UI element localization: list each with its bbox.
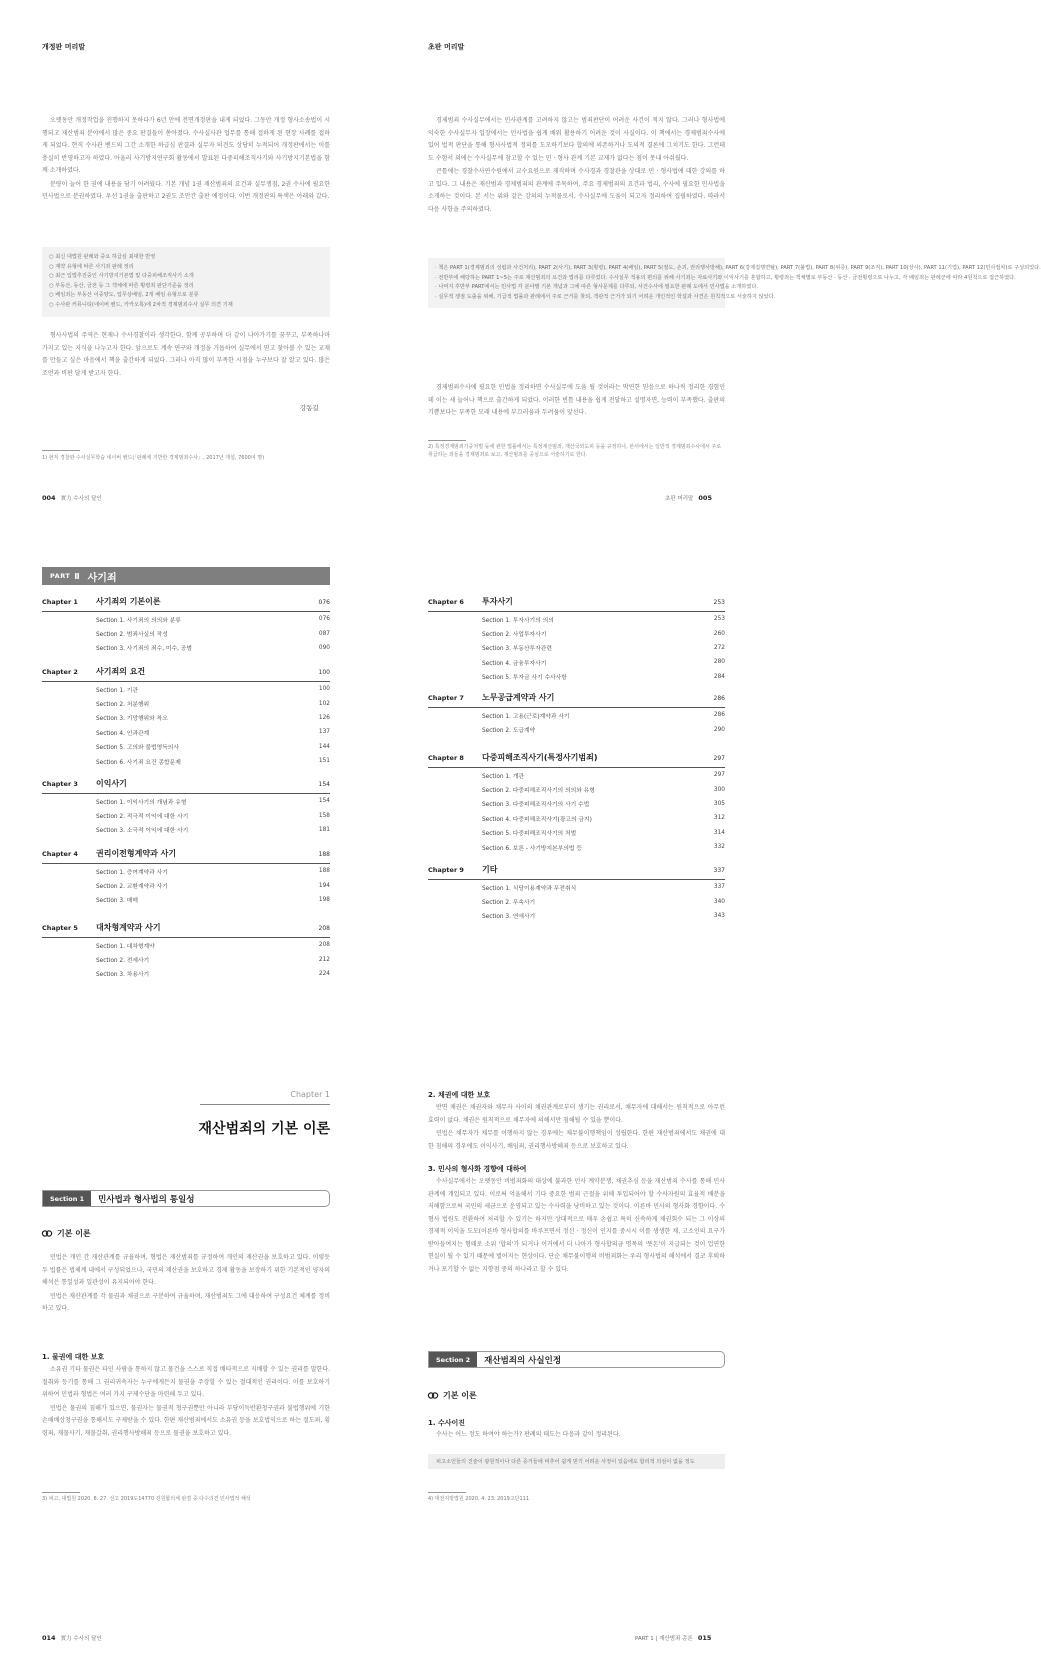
subsection-title: 1. 물권에 대한 보호 bbox=[42, 1353, 105, 1361]
toc-section-title: Section 3. 소극적 이익에 대한 사기 bbox=[96, 828, 189, 835]
toc-section-title: Section 2. 교환계약과 사기 bbox=[96, 884, 168, 891]
toc-chapter-title: 기타 bbox=[482, 865, 498, 874]
toc-section-page: 260 bbox=[713, 630, 725, 637]
toc-section-title: Section 6. 보론 - 사기방지본부의법 등 bbox=[482, 845, 582, 852]
toc-section-row[interactable] bbox=[428, 626, 725, 640]
toc-section-title: Section 1. 사기죄의 의의와 분류 bbox=[96, 617, 181, 624]
subsection-title: 1. 수사이진 bbox=[428, 1419, 466, 1427]
page-number bbox=[42, 1634, 102, 1642]
subsection-body bbox=[428, 1429, 725, 1443]
paragraph: 오랫동안 개정작업을 진행하지 못하다가 6년 만에 전면개정판을 내게 되었다. 그동안 개정 형사소송법이 시행되고 재산범죄 분야에서 많은 중요 판결들이 쏟아졌다. 수사실사관 업무를 통해 접하게 된 현장 사례를 접하게 되었다. 현직 수사관 밴드의 그간 소개한 하급심 판결과 실무자 의견도 상당히 누적되어 개정판에서는 이를 충실히 반영하고자 하였다. 아울러 사기방지연구회 활동에서 발표된 다중피해조직사기와 사기방지기본법을 함께 소개하였다. bbox=[42, 117, 330, 174]
basic-theory-heading bbox=[42, 1228, 91, 1239]
preface-body bbox=[428, 115, 725, 217]
chapter-title: 재산범죄의 기본 이론 bbox=[198, 1121, 330, 1137]
section-banner bbox=[42, 1190, 330, 1207]
toc-section-row[interactable] bbox=[42, 864, 330, 878]
footnote: 3) 피고, 대법원 2020. 8. 27. 선고 2019도14770 전원합의체 판결 중 다수의견 민사법적 해석 bbox=[42, 1496, 251, 1502]
toc-chapter-title: 사기죄의 요건 bbox=[96, 667, 146, 676]
toc-section-row[interactable] bbox=[42, 682, 330, 696]
toc-section-title: Section 2. 무속사기 bbox=[482, 900, 536, 907]
toc-section-page: 158 bbox=[318, 812, 330, 819]
part-label: PART bbox=[50, 572, 71, 580]
paragraph: 민법은 채무자가 채무를 이행하지 않는 경우에는 채무불이행책임이 성립한다. 한편 재산범죄에서도 채권에 대한 침해의 경우에도 이익사기, 배임죄, 권리행사방해죄 등으로 보호하고 있다. bbox=[428, 1130, 725, 1150]
list-item: · 실무적 쟁점 도출을 위해, 기급적 법률과 판례에서 주로 근거를 찾되, 객관적 근거가 되기 어려운 개인적인 학설과 사견은 원칙적으로 서술하지 않았다. bbox=[435, 293, 718, 303]
paragraph: 분량이 늘어 한 권에 내용을 담기 어려웠다. 기본 개념 1권 재산범죄의 요건과 실무쟁점, 2권 수사에 필요한 민사법으로 분권하였다. 우선 1권을 출판하고 2권도 조만간 출판 예정이다. 이번 개정판의 특색은 아래와 같다. bbox=[42, 180, 330, 200]
structure-box bbox=[428, 258, 1041, 308]
toc-chapter bbox=[428, 692, 725, 737]
toc-chapter-number: Chapter 3 bbox=[42, 780, 78, 788]
toc-section-row[interactable] bbox=[428, 894, 725, 908]
toc-chapter bbox=[42, 922, 330, 981]
toc-section-row[interactable] bbox=[428, 655, 725, 669]
toc-chapter-page: 154 bbox=[318, 781, 330, 788]
toc-section-title: Section 1. 기관 bbox=[96, 687, 138, 694]
toc-chapter-row[interactable] bbox=[42, 666, 330, 682]
toc-section-title: Section 2. 사업투자사기 bbox=[482, 632, 547, 639]
toc-section-page: 284 bbox=[713, 673, 725, 680]
paragraph: 큰틀에는 경찰수사연수원에서 교수요원으로 재직하며 수사경과 경찰관을 상대로 민 · 형사법에 대한 강의를 하고 있다. 그 내용은 재산범과 경제범죄의 관계에 주목하여, 주요 경제범죄의 요건과 법리, 수사에 필요한 민사법을 소개하는 것이다. 본 서는 위와 같은 강의의 누적물로서, 수사실무에 도움이 되고자 정리하여 집필하였다. 따라서 다음 사항을 주의하였다. bbox=[428, 168, 725, 213]
toc-section-row[interactable] bbox=[42, 878, 330, 892]
toc-section-title: Section 1. 식당이용계약과 무전취식 bbox=[482, 885, 577, 892]
toc-section-page: 087 bbox=[318, 630, 330, 637]
toc-chapter-page: 337 bbox=[713, 867, 725, 874]
theory-icon bbox=[42, 1229, 52, 1238]
book-title-label: 實力 수사의 달인 bbox=[60, 1636, 102, 1642]
paragraph: 수사는 어느 정도 하여야 하는가? 판례의 태도는 다음과 같이 정리된다. bbox=[436, 1431, 621, 1438]
toc-chapter-title: 대차형계약과 사기 bbox=[96, 923, 161, 932]
list-item: · 전반부에 해당하는 PART 1~5는 주로 재산범죄의 요건과 법리를 다루었다. 수사실무 적용의 편의를 위해 사기죄는 자료사기와 이익사기를 혼합하고, 횡령죄는 객체별로 부동산 · 동산 · 금전횡령으로 나누고, 각 배임죄는 판례군에 따라 4원칙으로 접근하였다. bbox=[435, 274, 718, 284]
toc-section-page: 305 bbox=[713, 800, 725, 807]
toc-section-title: Section 2. 범죄사실의 작성 bbox=[96, 632, 168, 639]
toc-right-page bbox=[405, 540, 810, 1020]
preface-body-closing bbox=[42, 330, 330, 381]
toc-section-page: 188 bbox=[318, 868, 330, 875]
toc-left-page bbox=[0, 540, 405, 1020]
toc-chapter-row[interactable] bbox=[428, 752, 725, 768]
toc-section-row[interactable] bbox=[42, 725, 330, 739]
toc-section-title: Section 5. 투자금 사기 수사사항 bbox=[482, 675, 567, 682]
toc-section-title: Section 3. 사기죄의 죄수, 미수, 공범 bbox=[96, 646, 192, 653]
toc-section-title: Section 4. 다중피해조직사기(광고의 금지) bbox=[482, 816, 592, 823]
toc-section-row[interactable] bbox=[42, 626, 330, 640]
toc-section-page: 253 bbox=[713, 616, 725, 623]
paragraph: 민법은 물권의 침해가 있으면, 물권자는 물권적 청구권뿐만 아니라 부당이득반환청구권과 불법행위에 기한 손해배상청구권을 통해서도 구제받을 수 있다. 한편 재산범죄에서도 소유권 등을 보호법익으로 하는 절도죄, 횡령죄, 재물사기, 재물갈취, 권리행사방해죄 등으로 물권을 보호하고 있다. bbox=[42, 1404, 330, 1437]
toc-section-row[interactable] bbox=[42, 740, 330, 754]
list-item: · 나머지 후반부 PART에서는 민사법 각 분야별 기본 개념과 그에 따른 형사문제를 다루되, 사건수사에 필요한 판례 도에서 민사법을 소개하였다. bbox=[435, 283, 718, 293]
page-number-value: 015 bbox=[697, 1634, 712, 1642]
preface-first-page bbox=[405, 0, 1041, 520]
toc-chapter-number: Chapter 2 bbox=[42, 668, 78, 676]
toc-section-title: Section 1. 이익사기의 개념과 유형 bbox=[96, 799, 187, 806]
toc-chapter-row[interactable] bbox=[42, 778, 330, 794]
paragraph: 형사사법의 주역은 현재나 수사경찰이라 생각한다. 함께 공부하며 더 같이 나아가기를 꿈꾸고, 부족하나마 가지고 있는 지식을 나누고자 한다. 앞으로도 계속 연구와 개정을 거듭하여 실무에서 믿고 찾아볼 수 있는 교재를 만들고 싶은 마음에서 책을 출간하게 되었다. 그러나 아직 많이 부족한 시점을 누구보다 잘 알고 있다. 많은 조언과 비판 달게 받고자 한다. bbox=[42, 332, 330, 377]
toc-section-title: Section 2. 도급계약 bbox=[482, 728, 536, 735]
toc-chapter-title: 노무공급계약과 사기 bbox=[482, 693, 555, 702]
toc-section-title: Section 2. 전세사기 bbox=[96, 958, 150, 965]
toc-section-row[interactable] bbox=[428, 782, 725, 796]
toc-section-page: 224 bbox=[318, 970, 330, 977]
basic-theory-heading bbox=[428, 1390, 477, 1401]
preface-revised-page bbox=[0, 0, 405, 520]
toc-section-page: 212 bbox=[318, 956, 330, 963]
basic-theory-label: 기본 이론 bbox=[443, 1391, 477, 1400]
footnote: 2) 특정경제범죄가중처벌 등에 관한 법률에서는 특정재산범죄, 재산국외도피 등을 규정하나, 본서에서는 일반적 경제범죄수사에서 주로 취급하는 죄들을 경제범죄로 보고, 재산범죄를 중심으로 서술하기로 한다. bbox=[428, 444, 722, 458]
list-item: ○ 최근 입법추진중인 사기방지기본법 및 다중피해조직사기 소개 bbox=[49, 272, 323, 282]
toc-section-row[interactable] bbox=[428, 612, 725, 626]
toc-section-page: 312 bbox=[713, 815, 725, 822]
list-item: ○ 수사관 커뮤니티(네이버 밴드, 카카오톡)에 2차적 경제범죄수사 실무 의견 기재 bbox=[49, 301, 323, 311]
toc-section-page: 100 bbox=[318, 686, 330, 693]
toc-section-row[interactable] bbox=[428, 797, 725, 811]
toc-section-page: 198 bbox=[318, 896, 330, 903]
toc-section-row[interactable] bbox=[428, 708, 725, 722]
toc-section-page: 272 bbox=[713, 644, 725, 651]
toc-section-row[interactable] bbox=[428, 722, 725, 736]
toc-section-page: 144 bbox=[318, 743, 330, 750]
paragraph: 소유권 기타 물권은 타인 사람을 통하지 않고 물건을 스스로 직접 배타적으로 지배할 수 있는 권리를 말한다. 절취와 등기를 통해 그 권리귀속자는 누구에게든지 물권을 주장할 수 있는 절대적인 권리이다. 이를 보호하기 위하여 민법과 형법은 여러 가지 구제수단을 마련해 두고 있다. bbox=[42, 1366, 330, 1398]
toc-section-page: 181 bbox=[318, 826, 330, 833]
toc-chapter-title: 권리이전형계약과 사기 bbox=[96, 849, 177, 858]
toc-section-title: Section 3. 부동산투자관련 bbox=[482, 646, 552, 653]
part-banner bbox=[42, 567, 330, 585]
chapter-label: Chapter 1 bbox=[290, 1090, 330, 1099]
list-item: ○ 계약 유형에 따른 사기죄 판례 정리 bbox=[49, 263, 323, 273]
toc-section-title: Section 3. 매매 bbox=[96, 898, 138, 905]
toc-chapter bbox=[428, 596, 725, 684]
part-number: Ⅱ bbox=[74, 571, 80, 581]
toc-section-title: Section 1. 증여계약과 사기 bbox=[96, 869, 168, 876]
section-number: Section 1 bbox=[43, 1191, 91, 1206]
toc-chapter bbox=[42, 596, 330, 655]
page-number-value: 005 bbox=[698, 494, 712, 502]
toc-section-row[interactable] bbox=[428, 826, 725, 840]
paragraph: 수사실무에서는 오랫동안 비범죄화의 대상에 불과한 민사 계약분쟁, 채권추심 등을 재산범죄 수사를 통해 민사관계에 개입되고 있다. 이로써 억울해서 기다 중요한 범죄 근절을 위해 투입되어야 할 수사자원의 효율적 배분을 저해함으로써 국민의 세금으로 운영되고 있는 수사력을 낭비하고 있는 것이다. 이른바 민사의 형사화 경향이다. 수 형사 법원도 전환하여 처리할 수 있기는 하지만 상대적으로 매우 손쉽고 특히 신속하게 채권회수 되는 그 이상의 경제적 이익을 도모(이른바 형사합의를 바루프면서 정신 · 정신이 인지를 중시시 이를 생생한 채, 고소인의 요구가 받아들여지는 형태로 소위 '합의'가 되거나 이거에서 더 나아가 형사합의금 명목의 '뜻돈'이 지급되는 것이 업연한 현실이 될 수 있기 때문에 벌어지는 현상이다. 단순 채무불이행의 비범죄화는 우리 형사법의 해석에서 결코 후퇴하거나 포기할 수 없는 지향점 중의 하나라고 할 수 있다. bbox=[428, 1178, 725, 1273]
signature: 강동길 bbox=[300, 404, 319, 412]
toc-section-row[interactable] bbox=[42, 967, 330, 981]
toc-chapter bbox=[428, 752, 725, 854]
toc-section-title: Section 2. 처분행위 bbox=[96, 702, 150, 709]
toc-section-page: 280 bbox=[713, 659, 725, 666]
page-number bbox=[635, 1634, 711, 1642]
toc-section-page: 297 bbox=[713, 772, 725, 779]
section-title: 재산범죄의 사실인정 bbox=[484, 1355, 562, 1366]
toc-section-page: 102 bbox=[318, 700, 330, 707]
subsection-body bbox=[42, 1364, 330, 1441]
toc-chapter-title: 사기죄의 기본이론 bbox=[96, 597, 161, 606]
page-number bbox=[665, 494, 712, 502]
toc-section-row[interactable] bbox=[42, 794, 330, 808]
paragraph: 경제범죄수사에 필요한 민법을 정리하면 수사실무에 도움 될 것이라는 막연한 믿음으로 하나씩 정리한 경험인데 이는 세 늘어나 책으로 출간하게 되었다. 이러한 빈틈 내용을 쉽게 전달하고 설명자면, 능력이 부족했다. 출판의 기쁨보다는 부족한 모래 내용에 부끄러움과 두려움이 앞선다. bbox=[428, 384, 725, 416]
chapter-opening-page bbox=[0, 1040, 405, 1662]
toc-chapter-page: 076 bbox=[318, 599, 330, 606]
footnote-rule bbox=[428, 440, 466, 441]
page-number bbox=[42, 494, 102, 502]
section-label: 초판 머리말 bbox=[665, 496, 694, 502]
toc-section-row[interactable] bbox=[428, 909, 725, 923]
footnote: 4) 대전지방법원 2020. 4. 23. 2019고단111 bbox=[428, 1496, 530, 1502]
toc-section-title: Section 1. 투자사기의 의의 bbox=[482, 617, 554, 624]
list-item: ○ 최신 대법원 판례와 중요 하급심 최대한 반영 bbox=[49, 253, 323, 263]
subsection-body bbox=[428, 1102, 725, 1154]
toc-section-row[interactable] bbox=[428, 670, 725, 684]
toc-section-page: 126 bbox=[318, 714, 330, 721]
toc-section-row[interactable] bbox=[42, 938, 330, 952]
toc-section-row[interactable] bbox=[42, 893, 330, 907]
case-summary-box: 피고소인들의 진술이 광원적이나 다른 증거들에 비추어 쉽게 믿기 어려운 사정이 있음에도 합리적 의심이 없을 정도 bbox=[428, 1454, 725, 1469]
chapter-rule bbox=[200, 1104, 330, 1105]
section-title: 민사법과 형사법의 통일성 bbox=[98, 1194, 195, 1205]
toc-chapter-number: Chapter 6 bbox=[428, 598, 464, 606]
toc-section-row[interactable] bbox=[42, 754, 330, 768]
preface-body bbox=[42, 115, 330, 205]
toc-section-title: Section 1. 대차형계약 bbox=[96, 943, 155, 950]
toc-section-page: 154 bbox=[318, 798, 330, 805]
toc-section-page: 208 bbox=[318, 942, 330, 949]
toc-chapter-number: Chapter 9 bbox=[428, 866, 464, 874]
toc-section-page: 332 bbox=[713, 844, 725, 851]
toc-section-title: Section 6. 사기죄 요건 종합문제 bbox=[96, 759, 181, 766]
paragraph: 경제범죄 수사실무에서는 민사관계를 고려하지 않고는 범죄판단이 어려운 사건이 적지 않다. 그러나 형사법에 익숙한 수사실무자 입장에서는 민사법을 쉽게 배워 활용하기 어려운 것이 사실이다. 이 책에서는 경제범죄수사에 있어 법적 판단을 통해 형사사법적 정의를 도모하기보다 합의에 의존하거나 도의적 결론에 그치기도 한다. 그런데도 수험서 외에는 수사실무에 참고할 수 있는 민 · 형사 관계 기본 교재가 없다는 점이 못내 아쉬웠다. bbox=[428, 117, 725, 162]
toc-chapter-title: 다중피해조직사기(특정사기범죄) bbox=[482, 753, 598, 762]
footnote-rule bbox=[42, 1492, 80, 1493]
toc-chapter bbox=[42, 778, 330, 837]
page-number-value: 004 bbox=[42, 494, 56, 502]
toc-section-row[interactable] bbox=[428, 840, 725, 854]
toc-chapter-row[interactable] bbox=[428, 692, 725, 708]
toc-chapter bbox=[42, 666, 330, 768]
basic-theory-label: 기본 이론 bbox=[57, 1229, 91, 1238]
subsection-title: 2. 채권에 대한 보호 bbox=[428, 1091, 491, 1099]
toc-section-row[interactable] bbox=[42, 711, 330, 725]
list-item: ○ 부동산, 동산, 금전 등 그 객체에 따른 횡령죄 판단기준을 정리 bbox=[49, 282, 323, 292]
toc-section-title: Section 5. 다중피해조직사기의 처벌 bbox=[482, 831, 577, 838]
toc-section-title: Section 4. 인과관계 bbox=[96, 730, 150, 737]
toc-chapter-number: Chapter 1 bbox=[42, 598, 78, 606]
toc-section-row[interactable] bbox=[428, 880, 725, 894]
toc-section-title: Section 3. 연애사기 bbox=[482, 914, 536, 921]
toc-chapter-row[interactable] bbox=[42, 922, 330, 938]
theory-icon bbox=[428, 1391, 438, 1400]
toc-section-row[interactable] bbox=[42, 641, 330, 655]
paragraph: 민법은 개인 간 재산관계를 규율하며, 형법은 재산범죄를 규정하여 개인의 재산권을 보호하고 있다. 이렇듯 두 법률은 법체계 내에서 구성되었으나, 국민의 재산권을 보호하고 경제 활동을 보장하기 위한 기본적인 양자의 해석은 통일성과 일관성이 유지되어야 한다. bbox=[42, 1254, 330, 1286]
intro-body bbox=[42, 1252, 330, 1317]
footnote-rule bbox=[428, 1492, 466, 1493]
book-title-label: 實力 수사의 달인 bbox=[60, 496, 102, 502]
toc-chapter bbox=[428, 864, 725, 923]
toc-section-title: Section 5. 고의와 불법영득의사 bbox=[96, 745, 179, 752]
toc-section-page: 290 bbox=[713, 726, 725, 733]
toc-chapter-page: 253 bbox=[713, 599, 725, 606]
toc-chapter bbox=[42, 848, 330, 907]
toc-chapter-row[interactable] bbox=[428, 864, 725, 880]
toc-chapter-page: 188 bbox=[318, 851, 330, 858]
toc-section-row[interactable] bbox=[42, 696, 330, 710]
toc-chapter-title: 이익사기 bbox=[96, 779, 127, 788]
paragraph: 반면 채권은 채권자와 채무자 사이의 채권관계로부터 생기는 권리로서, 채무자에 대해서는 원칙적으로 아무런 효력이 없다. 채권은 원칙적으로 채무자에 의해서만 침해될 수 있을 뿐이다. bbox=[428, 1104, 725, 1124]
paragraph: 민법은 재산관계를 각 물권과 채권으로 구분하여 규율하며, 재산범죄도 그에 대응하여 구성요건 체계를 정비하고 있다. bbox=[42, 1292, 330, 1312]
toc-section-title: Section 2. 다중피해조직사기의 의의와 유형 bbox=[482, 788, 595, 795]
section-banner bbox=[428, 1351, 725, 1368]
toc-chapter-number: Chapter 4 bbox=[42, 850, 78, 858]
toc-section-page: 286 bbox=[713, 712, 725, 719]
toc-section-title: Section 3. 기망행위와 착오 bbox=[96, 716, 168, 723]
subsection-body bbox=[428, 1176, 725, 1277]
toc-section-row[interactable] bbox=[42, 808, 330, 822]
list-item: ○ 배임죄는 부동산 이중양도, 업무상배임, 2개 배임 유형으로 분류 bbox=[49, 291, 323, 301]
toc-section-page: 076 bbox=[318, 616, 330, 623]
toc-section-page: 090 bbox=[318, 644, 330, 651]
toc-section-title: Section 1. 개관 bbox=[482, 773, 524, 780]
toc-chapter-page: 100 bbox=[318, 669, 330, 676]
toc-chapter-page: 286 bbox=[713, 695, 725, 702]
toc-chapter-row[interactable] bbox=[42, 596, 330, 612]
section-label: PART 1 | 재산범죄 총론 bbox=[635, 1636, 693, 1642]
list-item: · 책은 PART 1(경제범죄의 성립과 사건처리), PART 2(사기), PART 3(횡령), PART 4(배임), PART 5(절도, 손괴, 권리행사방해), PART 6(강제집행면탈), PART 7(불법), PART 8(위증), PART 9(조직), PART 10(상사), PART 11(기업), PART 12(민사절차)로 구성되었다. bbox=[435, 264, 718, 274]
subsection-title: 3. 민사의 형사화 경향에 대하여 bbox=[428, 1165, 527, 1173]
toc-section-page: 151 bbox=[318, 758, 330, 765]
toc-section-title: Section 3. 차용사기 bbox=[96, 972, 150, 979]
page-header: 개정판 머리말 bbox=[42, 43, 86, 51]
toc-chapter-number: Chapter 5 bbox=[42, 924, 78, 932]
toc-section-title: Section 4. 금융투자사기 bbox=[482, 660, 547, 667]
toc-section-row[interactable] bbox=[42, 612, 330, 626]
toc-section-page: 194 bbox=[318, 882, 330, 889]
toc-section-page: 343 bbox=[713, 912, 725, 919]
section-number: Section 2 bbox=[429, 1352, 477, 1367]
feature-box bbox=[42, 247, 330, 317]
toc-section-page: 337 bbox=[713, 884, 725, 891]
toc-section-row[interactable] bbox=[428, 641, 725, 655]
footnote: 1) 현직 경찰관 수사실무학습 네이버 밴드(「판례에 기반한 경제범죄수사」, 2017년 개설, 7600여 명) bbox=[42, 455, 265, 461]
toc-chapter-title: 투자사기 bbox=[482, 597, 513, 606]
part-title: 사기죄 bbox=[87, 572, 117, 584]
toc-section-page: 137 bbox=[318, 729, 330, 736]
footnote-rule bbox=[42, 450, 80, 451]
toc-chapter-number: Chapter 8 bbox=[428, 754, 464, 762]
toc-section-row[interactable] bbox=[428, 811, 725, 825]
page-number-value: 014 bbox=[42, 1634, 56, 1642]
toc-chapter-row[interactable] bbox=[428, 596, 725, 612]
toc-section-page: 340 bbox=[713, 898, 725, 905]
toc-section-row[interactable] bbox=[428, 768, 725, 782]
toc-chapter-page: 297 bbox=[713, 755, 725, 762]
toc-chapter-number: Chapter 7 bbox=[428, 694, 464, 702]
toc-chapter-row[interactable] bbox=[42, 848, 330, 864]
toc-section-page: 300 bbox=[713, 786, 725, 793]
preface-body-closing bbox=[428, 382, 725, 421]
page-header: 초판 머리말 bbox=[428, 43, 465, 51]
toc-chapter-page: 208 bbox=[318, 925, 330, 932]
toc-section-page: 314 bbox=[713, 829, 725, 836]
toc-section-title: Section 1. 고용(근로)계약과 사기 bbox=[482, 713, 570, 720]
toc-section-title: Section 3. 다중피해조직사기의 사기 수법 bbox=[482, 802, 590, 809]
toc-section-title: Section 2. 적극적 이익에 대한 사기 bbox=[96, 814, 189, 821]
toc-section-row[interactable] bbox=[42, 952, 330, 966]
toc-section-row[interactable] bbox=[42, 823, 330, 837]
section-page bbox=[405, 1040, 810, 1662]
